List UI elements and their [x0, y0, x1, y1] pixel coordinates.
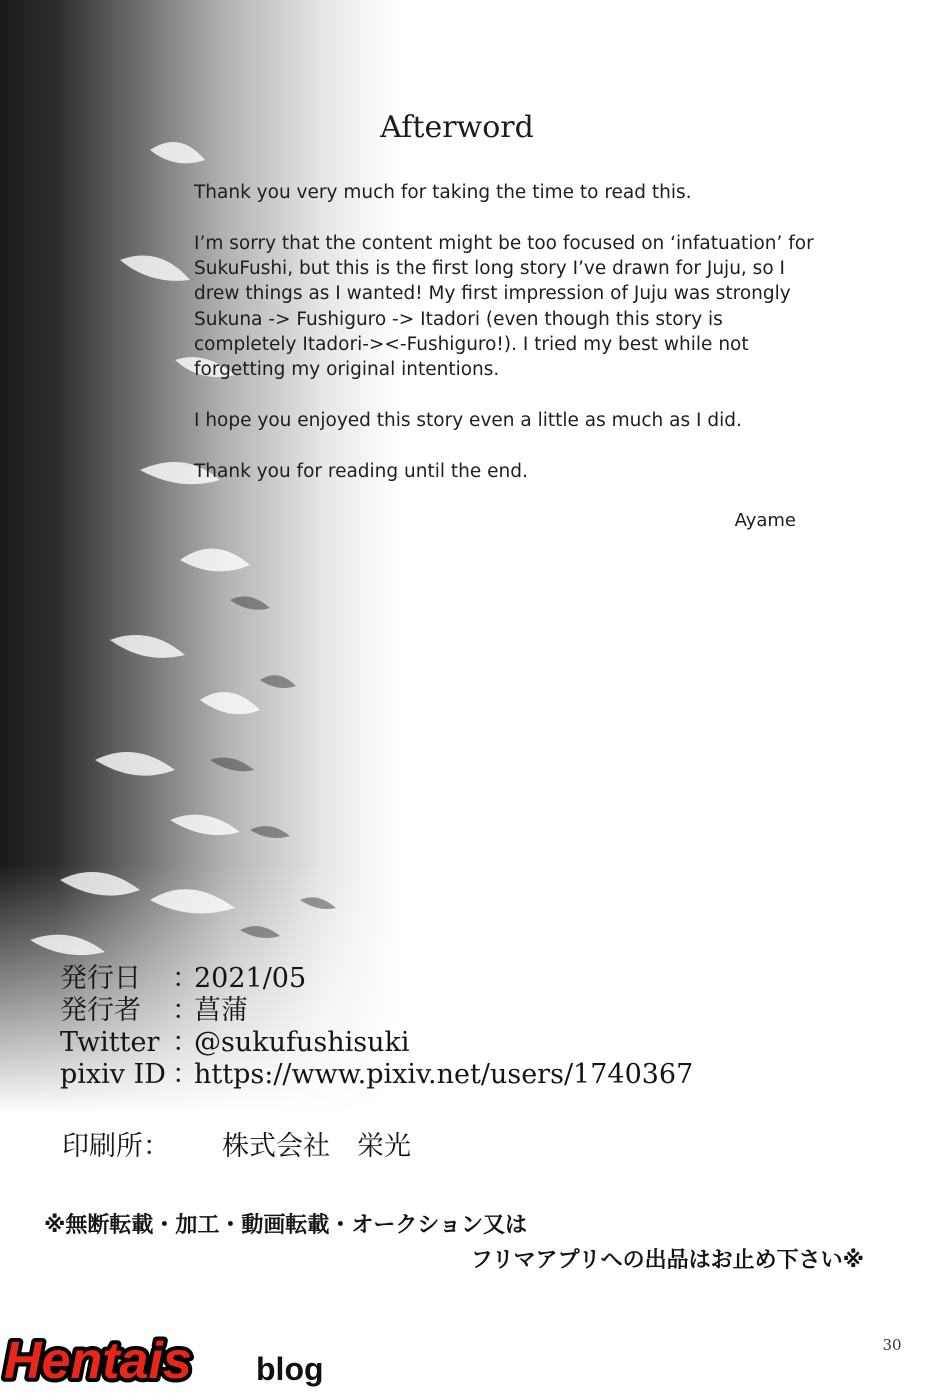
colophon-row-pixiv: [60, 1059, 693, 1091]
watermark-suffix: blog: [256, 1351, 324, 1387]
notice-line: フリマアプリへの出品はお止め下さい※: [470, 1248, 864, 1273]
page-title: Afterword: [380, 110, 534, 145]
colophon-row-date: [60, 963, 693, 995]
paragraph: Thank you very much for taking the time to read this.: [194, 182, 692, 203]
colophon-value: 2021/05: [194, 963, 307, 994]
colophon-row-twitter: [60, 1027, 693, 1059]
colophon-value: 菖蒲: [194, 995, 248, 1026]
colophon-label: 発行者: [60, 995, 141, 1026]
author-signature: Ayame: [734, 510, 796, 531]
colophon-label: 発行日: [60, 963, 141, 994]
paragraph: I’m sorry that the content might be too focused on ‘infatuation’ for SukuFushi, but this is the first long story I’ve drawn for Juju, so I drew things as I wanted! My first impression of Juju was strongly Sukuna -> Fushiguro -> Itadori (even though this story is completely Itadori-><-Fushiguro!). I tried my best while not forgetting my original intentions.: [194, 232, 814, 381]
watermark-logo: [0, 1326, 345, 1393]
colophon: [60, 963, 693, 1091]
afterword-body: [194, 180, 814, 510]
printer-value: 株式会社 栄光: [222, 1131, 411, 1162]
paragraph: I hope you enjoyed this story even a little as much as I did.: [194, 410, 742, 432]
printer-info: [62, 1124, 411, 1163]
colophon-value: @sukufushisuki: [194, 1027, 410, 1058]
colophon-separator: ：: [172, 1059, 199, 1090]
colophon-label: Twitter: [60, 1027, 160, 1058]
colophon-label: pixiv ID: [60, 1059, 166, 1090]
copyright-notice: [44, 1208, 874, 1274]
colophon-row-publisher: [60, 995, 693, 1027]
page-number: 30: [882, 1336, 902, 1354]
notice-line: ※無断転載・加工・動画転載・オークション又は: [44, 1213, 527, 1238]
colophon-separator: ：: [172, 1027, 199, 1058]
watermark-brand: Hentais: [4, 1332, 192, 1390]
printer-label: 印刷所：: [62, 1131, 170, 1162]
paragraph: Thank you for reading until the end.: [194, 460, 528, 482]
colophon-value: https://www.pixiv.net/users/1740367: [194, 1059, 694, 1090]
colophon-separator: ：: [172, 995, 199, 1026]
colophon-separator: ：: [172, 963, 199, 994]
